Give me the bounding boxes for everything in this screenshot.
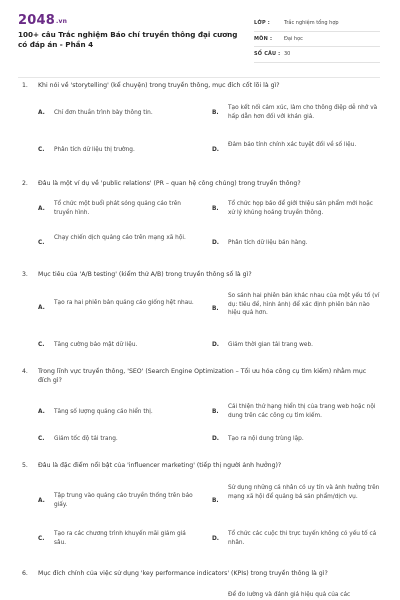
meta-label: LỚP : (254, 20, 270, 27)
option-text: Cải thiện thứ hạng hiển thị của trang web hoặc nội dung trên các công cụ tìm kiếm. (228, 404, 376, 419)
option-letter: B. (212, 306, 219, 312)
option-text: Tạo ra hai phiên bản quảng cáo giống hệt nhau. (54, 300, 194, 306)
option-letter: B. (212, 206, 219, 212)
meta-class-row (254, 16, 380, 32)
option-text: Đảm bảo tính chính xác tuyệt đối về số liệu. (228, 142, 357, 148)
option-text: Tạo ra các chương trình khuyến mãi giảm giá sâu. (54, 531, 186, 546)
option-letter: B. (212, 409, 219, 415)
question-number: 6. (22, 570, 28, 577)
question-text: Đâu là một ví dụ về 'public relations' (PR – quan hệ công chúng) trong truyền thông? (38, 180, 301, 187)
option-text: Giảm thời gian tải trang web. (228, 342, 313, 348)
option-letter: C. (38, 147, 45, 153)
option-letter: A. (38, 110, 45, 116)
question-text: Mục đích chính của việc sử dụng 'key performance indicators' (KPIs) trong truyền thông là gì? (38, 570, 328, 577)
option-text: Để đo lường và đánh giá hiệu quả của các (228, 592, 351, 598)
option-letter: B. (212, 498, 219, 504)
option-text: So sánh hai phiên bản khác nhau của một yếu tố (ví dụ: tiêu đề, hình ảnh) để xác định phiên bản nào hiệu quả hơn. (228, 293, 380, 316)
option-letter: B. (212, 110, 219, 116)
option-letter: C. (38, 436, 45, 442)
question-text: Trong lĩnh vực truyền thông, 'SEO' (Search Engine Optimization – Tối ưu hóa công cụ tìm kiếm) nhằm mục đích gì? (38, 368, 367, 384)
question-number: 2. (22, 180, 28, 187)
option-text: Tổ chức các cuộc thi trực tuyến không có yếu tố cá nhân. (228, 531, 377, 546)
option-text: Tạo ra nội dung trùng lặp. (228, 436, 304, 442)
option-text: Tổ chức một buổi phát sóng quảng cáo trên truyền hình. (54, 201, 181, 216)
question-text: Khi nói về 'storytelling' (kể chuyện) trong truyền thông, mục đích cốt lõi là gì? (38, 82, 280, 89)
option-text: Sử dụng những cá nhân có uy tín và ảnh hưởng trên mạng xã hội để quảng bá sản phẩm/dịch vụ. (228, 485, 380, 500)
document-title: 100+ câu Trắc nghiệm Báo chí truyền thông đại cương có đáp án - Phần 4 (18, 30, 238, 49)
option-letter: C. (38, 536, 45, 542)
document-header (0, 0, 400, 70)
option-text: Tăng cường bảo mật dữ liệu. (54, 342, 138, 348)
question-number: 1. (22, 82, 28, 89)
meta-subject-row (254, 32, 380, 48)
question-text: Mục tiêu của 'A/B testing' (kiểm thử A/B) trong truyền thông số là gì? (38, 271, 252, 278)
question-number: 3. (22, 271, 28, 278)
meta-value: 30 (284, 51, 291, 58)
option-letter: C. (38, 240, 45, 246)
question-text: Đâu là đặc điểm nổi bật của 'influencer marketing' (tiếp thị người ảnh hưởng)? (38, 462, 282, 469)
option-letter: A. (38, 305, 45, 311)
option-letter: C. (38, 342, 45, 348)
meta-count-row (254, 47, 380, 63)
option-text: Chỉ đơn thuần trình bày thông tin. (54, 110, 153, 116)
option-text: Tập trung vào quảng cáo truyền thống trên báo giấy. (54, 493, 193, 508)
meta-value: Trắc nghiệm tổng hợp (284, 20, 339, 27)
option-text: Phân tích dữ liệu bán hàng. (228, 240, 308, 246)
option-letter: A. (38, 498, 45, 504)
option-text: Tổ chức họp báo để giới thiệu sản phẩm mới hoặc xử lý khủng hoảng truyền thông. (228, 201, 373, 216)
option-text: Tạo kết nối cảm xúc, làm cho thông điệp dễ nhớ và hấp dẫn hơn đối với khán giả. (228, 105, 378, 120)
meta-label: MÔN : (254, 35, 273, 42)
option-letter: D. (212, 342, 220, 348)
option-text: Phân tích dữ liệu thị trường. (54, 147, 135, 153)
site-logo[interactable]: 2048.vn (18, 13, 68, 28)
option-letter: A. (38, 409, 45, 415)
option-text: Tăng số lượng quảng cáo hiển thị. (54, 409, 153, 415)
option-letter: D. (212, 536, 220, 542)
document-meta (254, 16, 380, 63)
option-letter: A. (38, 206, 45, 212)
option-letter: D. (212, 436, 220, 442)
meta-label: SỐ CÂU : (254, 51, 281, 58)
option-text: Chạy chiến dịch quảng cáo trên mạng xã hội. (54, 235, 186, 241)
question-number: 4. (22, 368, 28, 375)
option-letter: D. (212, 240, 220, 246)
option-text: Giảm tốc độ tải trang. (54, 436, 118, 442)
meta-value: Đại học (284, 35, 303, 42)
question-number: 5. (22, 462, 28, 469)
header-divider (18, 77, 380, 78)
option-letter: D. (212, 147, 220, 153)
